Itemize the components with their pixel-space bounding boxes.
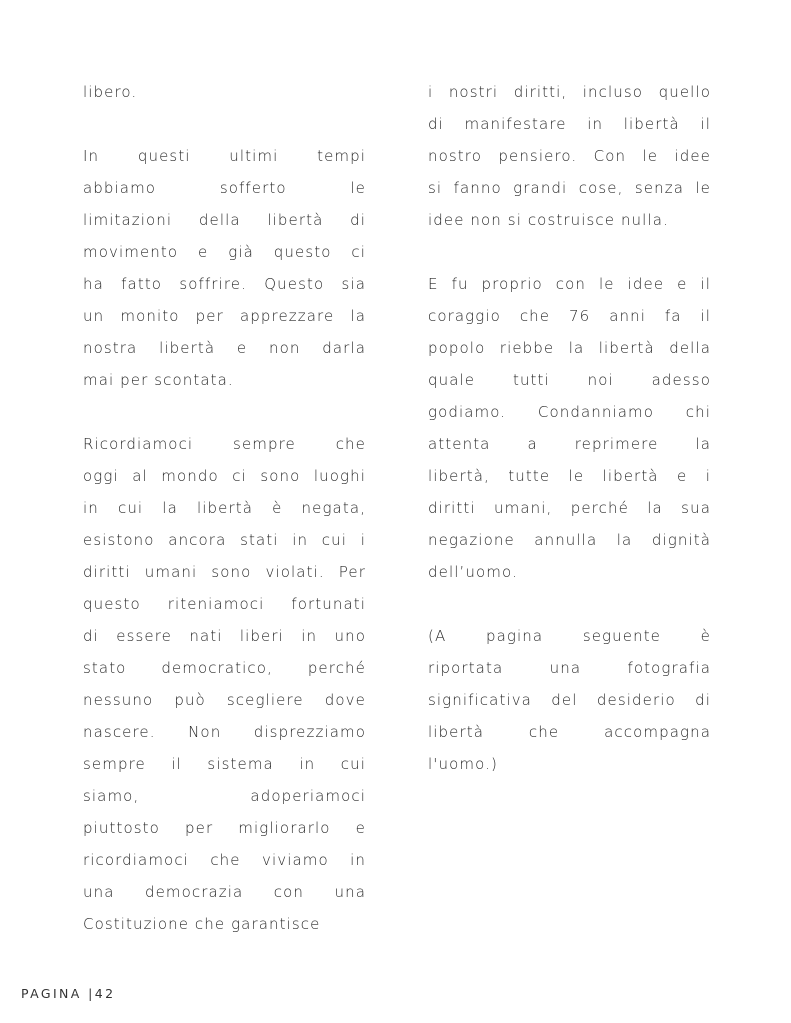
text-line: diritti umani, perché la sua bbox=[428, 499, 711, 517]
right-column bbox=[428, 76, 711, 780]
text-line: quale tutti noi adesso bbox=[428, 371, 711, 389]
text-line: ha fatto soffrire. Questo sia bbox=[83, 275, 366, 293]
left-column bbox=[83, 76, 366, 940]
text-line: nascere. Non disprezziamo bbox=[83, 723, 366, 741]
text-line: (A pagina seguente è bbox=[428, 627, 711, 645]
text-line: significativa del desiderio di bbox=[428, 691, 711, 709]
text-line: attenta a reprimere la bbox=[428, 435, 711, 453]
paragraph bbox=[428, 268, 711, 588]
text-line: siamo, adoperiamoci bbox=[83, 787, 366, 805]
text-line: nostra libertà e non darla bbox=[83, 339, 366, 357]
paragraph-gap bbox=[83, 108, 366, 140]
text-line: coraggio che 76 anni fa il bbox=[428, 307, 711, 325]
text-line: E fu proprio con le idee e il bbox=[428, 275, 711, 293]
text-line: stato democratico, perché bbox=[83, 659, 366, 677]
paragraph bbox=[428, 76, 711, 236]
text-line: di essere nati liberi in uno bbox=[83, 627, 366, 645]
text-line: in cui la libertà è negata, bbox=[83, 499, 366, 517]
paragraph-gap bbox=[83, 396, 366, 428]
text-line: mai per scontata. bbox=[83, 371, 234, 389]
paragraph bbox=[83, 428, 366, 940]
text-line: Ricordiamoci sempre che bbox=[83, 435, 366, 453]
paragraph-gap bbox=[428, 236, 711, 268]
text-line: libertà, tutte le libertà e i bbox=[428, 467, 711, 485]
text-line: movimento e già questo ci bbox=[83, 243, 366, 261]
paragraph-gap bbox=[428, 588, 711, 620]
paragraph bbox=[83, 140, 366, 396]
text-line: diritti umani sono violati. Per bbox=[83, 563, 366, 581]
text-line: In questi ultimi tempi bbox=[83, 147, 366, 165]
text-line: esistono ancora stati in cui i bbox=[83, 531, 366, 549]
text-line: piuttosto per migliorarlo e bbox=[83, 819, 366, 837]
page-number: PAGINA |42 bbox=[21, 986, 116, 1001]
text-line: i nostri diritti, incluso quello bbox=[428, 83, 711, 101]
text-line: nessuno può scegliere dove bbox=[83, 691, 366, 709]
text-line: ricordiamoci che viviamo in bbox=[83, 851, 366, 869]
text-line: l'uomo.) bbox=[428, 755, 498, 773]
text-line: negazione annulla la dignità bbox=[428, 531, 711, 549]
text-line: una democrazia con una bbox=[83, 883, 366, 901]
text-line: abbiamo sofferto le bbox=[83, 179, 366, 197]
text-line: godiamo. Condanniamo chi bbox=[428, 403, 711, 421]
text-line: questo riteniamoci fortunati bbox=[83, 595, 366, 613]
text-line: nostro pensiero. Con le idee bbox=[428, 147, 711, 165]
text-line: oggi al mondo ci sono luoghi bbox=[83, 467, 366, 485]
text-line: riportata una fotografia bbox=[428, 659, 711, 677]
text-line: libertà che accompagna bbox=[428, 723, 711, 741]
text-line: libero. bbox=[83, 83, 138, 101]
text-line: limitazioni della libertà di bbox=[83, 211, 366, 229]
paragraph bbox=[428, 620, 711, 780]
text-line: idee non si costruisce nulla. bbox=[428, 211, 669, 229]
text-line: dell’uomo. bbox=[428, 563, 518, 581]
text-line: si fanno grandi cose, senza le bbox=[428, 179, 711, 197]
text-line: popolo riebbe la libertà della bbox=[428, 339, 711, 357]
text-line: sempre il sistema in cui bbox=[83, 755, 366, 773]
text-line: Costituzione che garantisce bbox=[83, 915, 321, 933]
text-line: di manifestare in libertà il bbox=[428, 115, 711, 133]
text-line: un monito per apprezzare la bbox=[83, 307, 366, 325]
paragraph bbox=[83, 76, 366, 108]
